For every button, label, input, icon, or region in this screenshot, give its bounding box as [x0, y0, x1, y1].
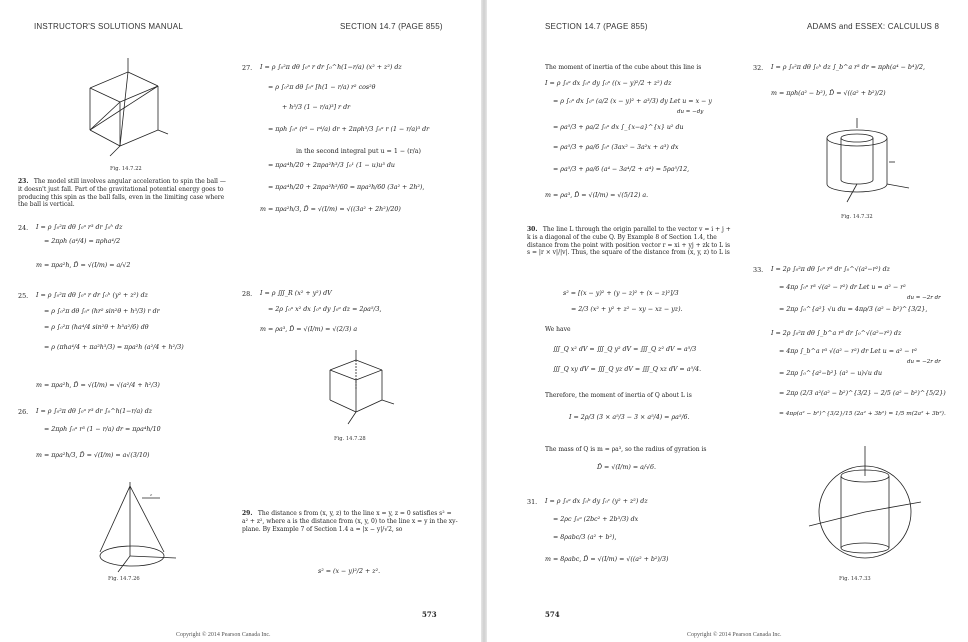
problem-26-line-2: = 2πρh ∫₀ᵃ r³ (1 − r/a) dr = πρa⁴h/10	[44, 426, 161, 433]
problem-26-number: 26.	[18, 408, 29, 416]
problem-23-text: The model still involves angular acceleration to spin the ball — it doesn't just fall. Part of the gravitational potential energy goes to producing this spin as the ball falls, even in the limiting case where the ball is vertical.	[18, 178, 226, 209]
problem-30-text: The line L through the origin parallel to the vector v = i + j + k is a diagonal of the cube Q. By Example 8 of Section 1.4, the distance from the point with position vector r = xi + yj + zk to L is s = |r × v|/|v|. Thus, the square of the distance from (x, y, z) to L is	[527, 226, 731, 257]
problem-28-line-1: I = ρ ∭_R (x² + y²) dV	[260, 290, 332, 297]
problem-25-line-2: = ρ ∫₀²π dθ ∫₀ᵃ (hr² sin²θ + h³/3) r dr	[44, 308, 160, 315]
problem-25-line-5: m = πρa²h, D̄ = √(I/m) = √(a²/4 + h²/3)	[36, 382, 160, 389]
fig-26-caption: Fig. 14.7.26	[108, 576, 140, 582]
problem-31-line-2: = 2ρc ∫₀ᵃ (2bc² + 2b³/3) dx	[553, 516, 639, 523]
problem-29-cont-line-7: m = ρa³, D̄ = √(I/m) = √(5/12) a.	[545, 192, 649, 199]
problem-33-line-4: = 2πρ ∫₀^{a²} √u du = 4πρ/3 (a² − b²)^{3/2},	[779, 306, 928, 313]
problem-30-eq4: D̄ = √(I/m) = a/√6.	[597, 464, 657, 471]
problem-30-eq3: I = 2ρ/3 (3 × a⁵/3 − 3 × a⁵/4) = ρa⁵/6.	[569, 414, 690, 421]
problem-25-line-1: I = ρ ∫₀²π dθ ∫₀ᵃ r dr ∫₀ʰ (y² + z²) dz	[36, 292, 148, 299]
problem-33-line-2: = 4πρ ∫₀ᵃ r³ √(a² − r²) dr Let u = a² − r²	[779, 284, 906, 291]
problem-30-eq2-b: ∭_Q xy dV = ∭_Q yz dV = ∭_Q xz dV = a⁵/4.	[553, 366, 702, 373]
problem-29-cont-line-5: = ρa⁵/3 + ρa/6 ∫₀ᵃ (3ax² − 3a²x + a³) dx	[553, 144, 679, 151]
problem-24-line-3: m = πρa²h, D̄ = √(I/m) = a/√2	[36, 262, 131, 269]
problem-29	[242, 510, 458, 533]
figure-cone-26	[90, 478, 190, 578]
figure-cube-28	[318, 350, 398, 430]
fig-32-caption: Fig. 14.7.32	[841, 214, 873, 220]
problem-33-line-7: du = −2r dr	[907, 359, 941, 365]
problem-29-equation: s² = (x − y)²/2 + z².	[318, 568, 381, 575]
left-header-section: SECTION 14.7 (PAGE 855)	[340, 22, 443, 31]
problem-32-line-2: m = πρh(a² − b²), D̄ = √((a² + b²)/2)	[771, 90, 886, 97]
problem-29-text: The distance s from (x, y, z) to the line x = y, z = 0 satisfies s² = a² + z², where a is the distance from (x, y, 0) to the line x = y in the xy-plane. By Example 7 of Section 1.4 a = |x − y|/√2, so	[242, 510, 458, 533]
right-page-number: 574	[545, 610, 560, 619]
problem-27-line-2: = ρ ∫₀²π dθ ∫₀ᵃ [h(1 − r/a) r² cos²θ	[268, 84, 376, 91]
problem-28-line-2: = 2ρ ∫₀ᵃ x² dx ∫₀ᵃ dy ∫₀ᵃ dz = 2ρa⁵/3,	[268, 306, 382, 313]
left-copyright: Copyright © 2014 Pearson Canada Inc.	[176, 632, 271, 638]
problem-29-cont-line-1: I = ρ ∫₀ᵃ dx ∫₀ᵃ dy ∫₀ᵃ ((x − y)²/2 + z²) dz	[545, 80, 672, 87]
problem-29-cont-line-2: = ρ ∫₀ᵃ dx ∫₀ᵃ (a/2 (x − y)² + a³/3) dy Let u = x − y	[553, 98, 712, 105]
problem-33-line-9: = 2πρ (2/3 a²(a² − b²)^{3/2} − 2/5 (a² − b²)^{5/2})	[779, 390, 946, 397]
problem-33-line-3: du = −2r dr	[907, 295, 941, 301]
problem-28-number: 28.	[242, 290, 253, 298]
problem-33-line-1: I = 2ρ ∫₀²π dθ ∫₀ᵃ r³ dr ∫₀^√(a²−r²) dz	[771, 266, 890, 273]
problem-31-line-3: = 8ρabc/3 (a² + b²),	[553, 534, 617, 541]
problem-29-continuation-text: The moment of inertia of the cube about this line is	[545, 64, 702, 71]
left-page	[0, 0, 481, 642]
problem-27-line-1: I = ρ ∫₀²π dθ ∫₀ᵃ r dr ∫₀^h(1−r/a) (x² + z²) dz	[260, 64, 402, 71]
problem-32-line-1: I = ρ ∫₀²π dθ ∫₀ʰ dz ∫_b^a r³ dr = πρh(a⁴ − b⁴)/2,	[771, 64, 926, 71]
problem-29-cont-line-3: du = −dy	[677, 109, 704, 115]
problem-33-line-6: = 4πρ ∫_b^a r³ √(a² − r²) dr Let u = a² − r²	[779, 348, 918, 355]
problem-30-eq2-a: ∭_Q x² dV = ∭_Q y² dV = ∭_Q z² dV = a⁵/3	[553, 346, 697, 353]
problem-31-line-1: I = ρ ∫₀ᵃ dx ∫₀ᵇ dy ∫₀ᶜ (y² + z²) dz	[545, 498, 648, 505]
problem-33-line-5: I = 2ρ ∫₀²π dθ ∫_b^a r³ dr ∫₀^√(a²−r²) dz	[771, 330, 902, 337]
fig-28-caption: Fig. 14.7.28	[334, 436, 366, 442]
problem-30-eq1-b: = 2/3 (x² + y² + z² − xy − xz − yz).	[571, 306, 683, 313]
problem-27-line-4: = πρh ∫₀ᵃ (r³ − r⁴/a) dr + 2πρh³/3 ∫₀ᵃ r (1 − r/a)³ dr	[268, 126, 430, 133]
problem-30	[527, 226, 735, 257]
problem-26-line-3: m = πρa²h/3, D̄ = √(I/m) = a√(3/10)	[36, 452, 150, 459]
problem-27-line-8: m = πρa²h/3, D̄ = √(I/m) = √((3a² + 2h²)/20)	[260, 206, 401, 213]
right-copyright: Copyright © 2014 Pearson Canada Inc.	[687, 632, 782, 638]
problem-28-line-3: m = ρa³, D̄ = √(I/m) = √(2/3) a	[260, 326, 358, 333]
problem-29-cont-line-4: = ρa⁵/3 + ρa/2 ∫₀ᵃ dx ∫_{x−a}^{x} u² du	[553, 124, 684, 131]
problem-32-number: 32.	[753, 64, 764, 72]
problem-25-line-3: = ρ ∫₀²π (ha⁴/4 sin²θ + h³a²/6) dθ	[44, 324, 149, 331]
problem-29-number: 29.	[242, 510, 253, 517]
fig-22-caption: Fig. 14.7.22	[110, 166, 142, 172]
problem-30-number: 30.	[527, 226, 538, 233]
problem-23	[18, 178, 228, 209]
problem-27-line-7: = πρa⁴h/20 + 2πρa²h³/60 = πρa²h/60 (3a² + 2h²),	[268, 184, 425, 191]
problem-24-number: 24.	[18, 224, 29, 232]
problem-24-line-1: I = ρ ∫₀²π dθ ∫₀ᵃ r³ dr ∫₀ʰ dz	[36, 224, 123, 231]
right-header-section: SECTION 14.7 (PAGE 855)	[545, 22, 648, 31]
problem-27-line-3: + h³/3 (1 − r/a)³] r dr	[282, 104, 351, 111]
problem-31-number: 31.	[527, 498, 538, 506]
problem-33-number: 33.	[753, 266, 764, 274]
problem-29-cont-line-6: = ρa⁵/3 + ρa/6 (a⁴ − 3a⁴/2 + a⁴) = 5ρa⁵/12,	[553, 166, 690, 173]
problem-27-line-5: in the second integral put u = 1 − (r/a)	[296, 148, 421, 155]
problem-27-number: 27.	[242, 64, 253, 72]
figure-cylinder-32	[817, 118, 917, 214]
problem-27-line-6: = πρa⁴h/20 + 2πρa²h³/3 ∫₀¹ (1 − u)u³ du	[268, 162, 395, 169]
figure-sphere-33	[805, 446, 925, 566]
problem-25-number: 25.	[18, 292, 29, 300]
problem-23-number: 23.	[18, 178, 29, 185]
problem-31-line-4: m = 8ρabc, D̄ = √(I/m) = √((a² + b²)/3)	[545, 556, 669, 563]
problem-30-we-have: We have	[545, 326, 571, 333]
left-header-title: INSTRUCTOR'S SOLUTIONS MANUAL	[34, 22, 183, 31]
right-page	[487, 0, 968, 642]
problem-30-eq1-a: s² = [(x − y)² + (y − z)² + (x − z)²]/3	[563, 290, 679, 297]
figure-cube-22	[70, 58, 170, 158]
problem-33-line-10: = 4πρ(a² − b²)^{3/2}/15 (2a² + 3b²) = 1/5 m(2a² + 3b²).	[779, 411, 946, 417]
problem-26-line-1: I = ρ ∫₀²π dθ ∫₀ᵃ r³ dr ∫₀^h(1−r/a) dz	[36, 408, 153, 415]
fig-33-caption: Fig. 14.7.33	[839, 576, 871, 582]
problem-25-line-4: = ρ (πha⁴/4 + πa²h³/3) = πρa²h (a²/4 + h²/3)	[44, 344, 184, 351]
left-page-number: 573	[422, 610, 437, 619]
problem-24-line-2: = 2πρh (a⁴/4) = πρha⁴/2	[44, 238, 121, 245]
problem-30-therefore: Therefore, the moment of inertia of Q about L is	[545, 392, 692, 399]
problem-30-mass: The mass of Q is m = ρa³, so the radius of gyration is	[545, 446, 707, 453]
problem-33-line-8: = 2πρ ∫₀^{a²−b²} (a² − u)√u du	[779, 370, 883, 377]
svg-text:z: z	[150, 492, 153, 497]
right-header-title: ADAMS and ESSEX: CALCULUS 8	[807, 22, 940, 31]
